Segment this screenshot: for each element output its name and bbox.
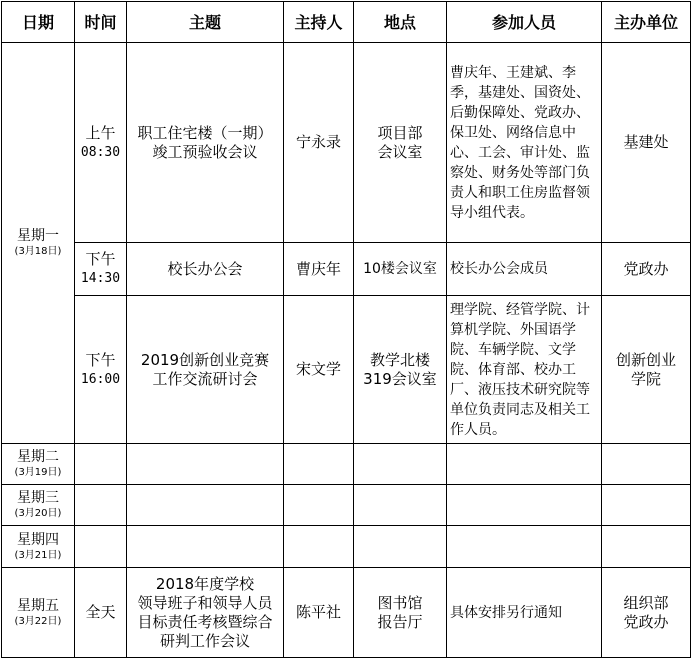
- table-row: [2, 444, 691, 485]
- empty-cell: [602, 526, 691, 568]
- day-date: (3月21日): [14, 549, 62, 561]
- empty-cell: [284, 526, 354, 568]
- empty-cell: [447, 444, 602, 485]
- header-host: 主持人: [284, 2, 354, 43]
- empty-cell: [354, 485, 447, 526]
- topic-line: 职工住宅楼（一期）: [137, 123, 273, 142]
- empty-cell: [354, 526, 447, 568]
- empty-cell: [284, 485, 354, 526]
- empty-cell: [127, 526, 284, 568]
- time-period: 下午: [85, 350, 116, 369]
- header-date: 日期: [2, 2, 75, 43]
- location-line: 图书馆: [377, 593, 423, 612]
- host-cell: 陈平社: [284, 568, 354, 658]
- location-line: 会议室: [377, 142, 423, 161]
- empty-cell: [354, 444, 447, 485]
- location-cell: [354, 296, 447, 444]
- day-date: (3月20日): [14, 508, 62, 519]
- header-topic: 主题: [127, 2, 284, 43]
- empty-cell: [75, 526, 127, 568]
- location-line: 报告厅: [377, 612, 423, 631]
- attendees-cell: 理学院、经管学院、计算机学院、外国语学院、车辆学院、文学院、体育部、校办工厂、液压技术研究院等单位负责同志及相关工作人员。: [447, 296, 602, 444]
- organizer-cell: [602, 243, 691, 296]
- topic-cell: [127, 243, 284, 296]
- organizer-line: 基建处: [623, 133, 669, 151]
- day-name: 星期三: [17, 490, 59, 506]
- topic-line: 领导班子和领导人员: [137, 593, 273, 612]
- time-period: 下午: [85, 250, 116, 268]
- table-row: [2, 568, 691, 658]
- header-location: 地点: [354, 2, 447, 43]
- organizer-line: 党政办: [623, 259, 669, 278]
- header-time: 时间: [75, 2, 127, 43]
- schedule-table: [1, 1, 691, 658]
- header-attendees: 参加人员: [447, 2, 602, 43]
- time-clock: 16:00: [80, 371, 121, 387]
- topic-cell: [127, 296, 284, 444]
- header-organizer: 主办单位: [602, 2, 691, 43]
- organizer-line: 党政办: [623, 612, 669, 631]
- location-cell: [354, 43, 447, 243]
- day-date: (3月18日): [14, 246, 62, 257]
- location-line: 319会议室: [363, 369, 437, 388]
- attendees-cell: 具体安排另行通知: [447, 568, 602, 658]
- topic-cell: [127, 43, 284, 243]
- location-line: 教学北楼: [369, 350, 430, 369]
- organizer-line: 学院: [630, 369, 661, 388]
- topic-line: 目标责任考核暨综合: [137, 612, 273, 631]
- day-date: (3月19日): [14, 467, 62, 478]
- location-cell: [354, 243, 447, 296]
- table-row: [2, 296, 691, 444]
- empty-cell: [447, 485, 602, 526]
- location-cell: [354, 568, 447, 658]
- topic-line: 工作交流研讨会: [152, 369, 258, 388]
- day-cell-wednesday: [2, 485, 75, 526]
- day-name: 星期四: [17, 531, 59, 548]
- organizer-line: 创新创业: [615, 350, 676, 369]
- organizer-cell: [602, 296, 691, 444]
- time-clock: 14:30: [80, 271, 121, 286]
- topic-line: 校长办公会: [167, 259, 243, 278]
- table-row: [2, 485, 691, 526]
- time-period: 全天: [85, 603, 116, 621]
- empty-cell: [127, 444, 284, 485]
- attendees-cell: 曹庆年、王建斌、李季，基建处、国资处、后勤保障处、党政办、保卫处、网络信息中心、工会、审计处、监察处、财务处等部门负责人和职工住房监督领导小组代表。: [447, 43, 602, 243]
- empty-cell: [127, 485, 284, 526]
- empty-cell: [602, 485, 691, 526]
- day-cell-friday: [2, 568, 75, 658]
- location-line: 项目部: [377, 123, 423, 142]
- topic-cell: [127, 568, 284, 658]
- host-cell: 曹庆年: [284, 243, 354, 296]
- empty-cell: [602, 444, 691, 485]
- day-cell-thursday: [2, 526, 75, 568]
- empty-cell: [447, 526, 602, 568]
- time-cell: [75, 568, 127, 658]
- header-row: [2, 2, 691, 43]
- table-row: [2, 243, 691, 296]
- time-period: 上午: [85, 123, 116, 142]
- day-date: (3月22日): [14, 615, 62, 627]
- attendees-cell: 校长办公会成员: [447, 243, 602, 296]
- empty-cell: [284, 444, 354, 485]
- table-row: [2, 526, 691, 568]
- time-cell: [75, 43, 127, 243]
- topic-line: 竣工预验收会议: [152, 142, 258, 161]
- empty-cell: [75, 485, 127, 526]
- empty-cell: [75, 444, 127, 485]
- organizer-cell: [602, 43, 691, 243]
- organizer-cell: [602, 568, 691, 658]
- day-name: 星期五: [17, 597, 59, 614]
- location-line: 10楼会议室: [363, 260, 437, 277]
- topic-line: 研判工作会议: [159, 631, 250, 650]
- topic-line: 2018年度学校: [155, 574, 255, 593]
- organizer-line: 组织部: [623, 593, 669, 612]
- time-clock: 08:30: [80, 144, 121, 160]
- day-name: 星期一: [17, 228, 59, 244]
- day-name: 星期二: [17, 449, 59, 465]
- time-cell: [75, 243, 127, 296]
- day-cell-tuesday: [2, 444, 75, 485]
- time-cell: [75, 296, 127, 444]
- topic-line: 2019创新创业竞赛: [140, 350, 270, 369]
- host-cell: 宋文学: [284, 296, 354, 444]
- host-cell: 宁永录: [284, 43, 354, 243]
- table-row: [2, 43, 691, 243]
- day-cell-monday: [2, 43, 75, 444]
